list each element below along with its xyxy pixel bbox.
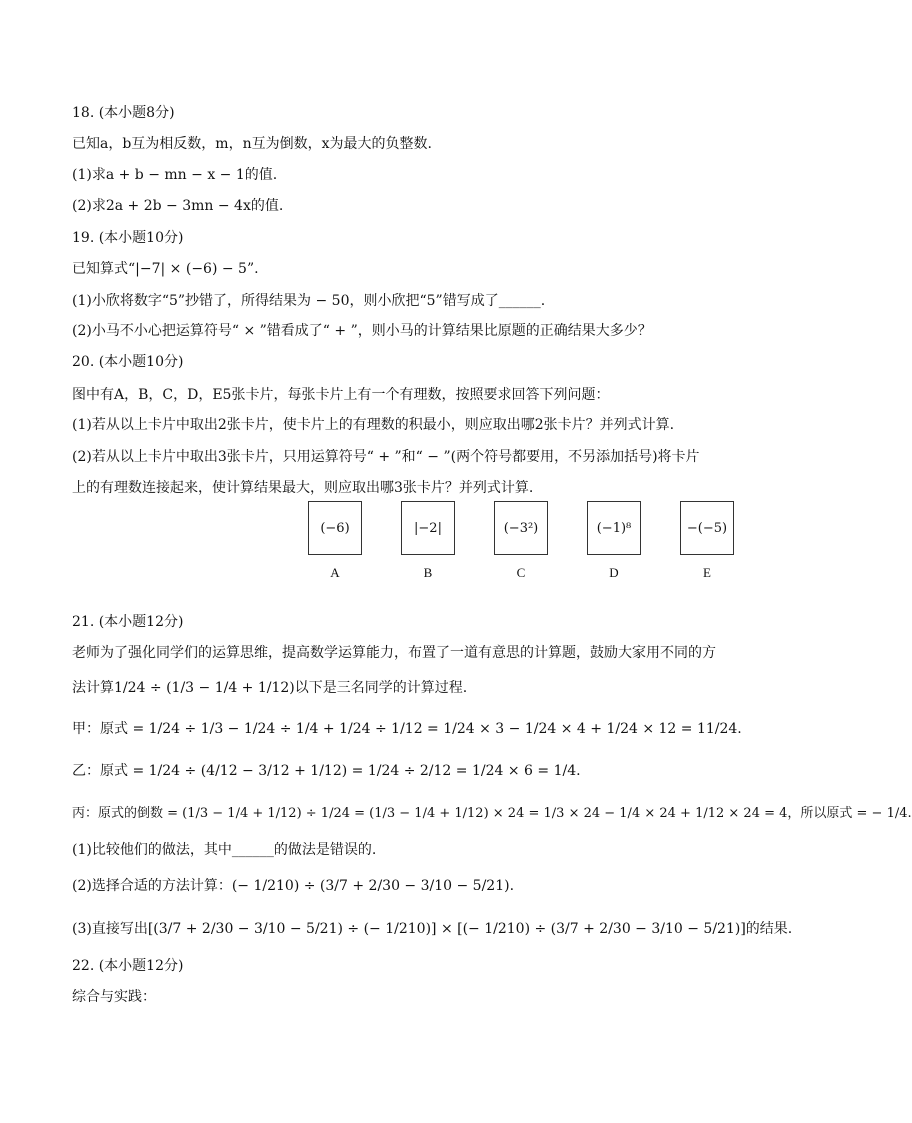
card-row [292, 501, 728, 591]
line-q20-part2-cont: 上的有理数连接起来，使计算结果最大，则应取出哪3张卡片？并列式计算. [72, 480, 534, 496]
card-c [478, 501, 564, 581]
line-q18-part1: (1)求a + b − mn − x − 1的值. [72, 167, 278, 183]
line-q22-stem: 综合与实践： [72, 989, 156, 1005]
card-e [664, 501, 750, 581]
card-e-label: E [703, 565, 711, 580]
card-e-value: −(−5) [680, 501, 734, 555]
card-d [571, 501, 657, 581]
line-q19-part1: (1)小欣将数字“5”抄错了，所得结果为 − 50，则小欣把“5”错写成了______. [72, 293, 546, 309]
card-b-label: B [423, 565, 433, 580]
line-q18-title: 18. (本小题8分) [72, 105, 175, 121]
line-q21-title: 21. (本小题12分) [72, 614, 184, 630]
line-q18-stem: 已知a，b互为相反数，m，n互为倒数，x为最大的负整数. [72, 136, 432, 152]
line-q21-stem-cont: 法计算1/24 ÷ (1/3 − 1/4 + 1/12)以下是三名同学的计算过程. [72, 680, 468, 696]
card-b-value: |−2| [401, 501, 455, 555]
card-a [292, 501, 378, 581]
line-q20-title: 20. (本小题10分) [72, 354, 184, 370]
card-d-value: (−1)⁸ [587, 501, 641, 555]
line-q21-part1: (1)比较他们的做法，其中______的做法是错误的. [72, 842, 377, 858]
line-q20-stem: 图中有A，B，C，D，E5张卡片，每张卡片上有一个有理数，按照要求回答下列问题： [72, 387, 610, 403]
line-q21-yi: 乙：原式 = 1/24 ÷ (4/12 − 3/12 + 1/12) = 1/24 ÷ 2/12 = 1/24 × 6 = 1/4. [72, 763, 581, 779]
card-a-value: (−6) [308, 501, 362, 555]
line-q19-stem: 已知算式“|−7| × (−6) − 5”. [72, 261, 259, 277]
line-q19-part2: (2)小马不小心把运算符号“ × ”错看成了“ + ”，则小马的计算结果比原题的正确结果大多少？ [72, 323, 652, 339]
card-c-value: (−3²) [494, 501, 548, 555]
card-a-label: A [330, 565, 340, 580]
line-q22-title: 22. (本小题12分) [72, 958, 184, 974]
line-q19-title: 19. (本小题10分) [72, 230, 184, 246]
card-b [385, 501, 471, 581]
line-q21-part3: (3)直接写出[(3/7 + 2/30 − 3/10 − 5/21) ÷ (− 1/210)] × [(− 1/210) ÷ (3/7 + 2/30 − 3/10 − 5/21)]的结果. [72, 921, 793, 937]
line-q20-part2: (2)若从以上卡片中取出3张卡片，只用运算符号“ + ”和“ − ”(两个符号都要用，不另添加括号)将卡片 [72, 449, 700, 465]
card-c-label: C [516, 565, 526, 580]
card-d-label: D [609, 565, 619, 580]
line-q21-bing: 丙：原式的倒数 = (1/3 − 1/4 + 1/12) ÷ 1/24 = (1/3 − 1/4 + 1/12) × 24 = 1/3 × 24 − 1/4 × 24 + 1/12 × 24 = 4，所以原式 = − 1/4. [72, 806, 912, 821]
line-q21-part2: (2)选择合适的方法计算：(− 1/210) ÷ (3/7 + 2/30 − 3/10 − 5/21). [72, 878, 515, 894]
line-q21-stem: 老师为了强化同学们的运算思维，提高数学运算能力，布置了一道有意思的计算题，鼓励大家用不同的方 [72, 645, 716, 661]
line-q21-jia: 甲：原式 = 1/24 ÷ 1/3 − 1/24 ÷ 1/4 + 1/24 ÷ 1/12 = 1/24 × 3 − 1/24 × 4 + 1/24 × 12 = 11/24. [72, 721, 742, 737]
line-q18-part2: (2)求2a + 2b − 3mn − 4x的值. [72, 198, 284, 214]
line-q20-part1: (1)若从以上卡片中取出2张卡片，使卡片上的有理数的积最小，则应取出哪2张卡片？并列式计算. [72, 417, 675, 433]
